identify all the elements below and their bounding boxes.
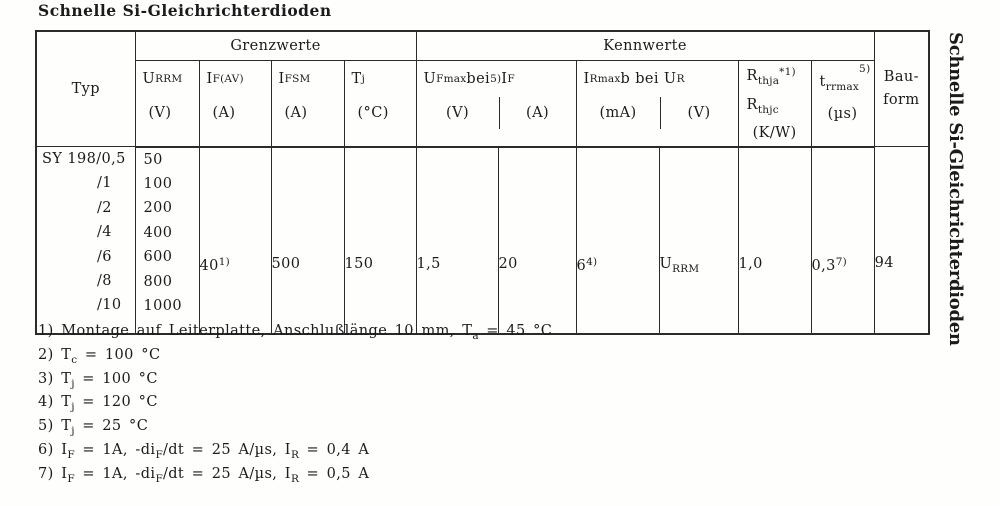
bauform-value-cell (874, 147, 929, 334)
urrm-value-0: 50 (143, 151, 163, 168)
ufmax-value: 1,5 (416, 255, 441, 272)
rth-value-cell (738, 147, 811, 334)
unit-ur-v: (V) (660, 97, 738, 129)
ur-value-cell (659, 147, 738, 334)
ifav-value: 40$^{1)}$ (199, 255, 230, 274)
unit-ifav: (A) (212, 105, 236, 121)
urrm-value-1: 100 (143, 175, 173, 192)
footnote-6: 6) $I_F = 1A$, $-di_F/dt = 25$ A/µs, $I_R = 0,4$ A (38, 441, 370, 461)
footnote-3: 3) $T_j = 100$ °C (38, 370, 158, 390)
symbol-rthja: $R_{thja}^{*1)}$ (746, 66, 796, 87)
symbol-urrm: U RRM (142, 71, 183, 87)
table-body-row (36, 147, 929, 334)
trr-value: 0,3$^{7)}$ (811, 255, 847, 274)
column-header-tj (344, 61, 416, 147)
ufmax-value-cell (416, 147, 498, 334)
bauform-value: 94 (874, 255, 894, 271)
footnote-5: 5) $T_j = 25$ °C (38, 418, 149, 438)
unit-rth: (K/W) (752, 125, 797, 141)
symbol-ufmax: U Fmax bei 5) I F (423, 71, 515, 87)
ifsm-value: 500 (271, 255, 301, 272)
urrm-value-6: 1000 (143, 297, 183, 314)
header-kennwerte: Kennwerte (416, 31, 874, 61)
trr-footnote-marker: 5) (859, 63, 871, 75)
column-header-ufmax (416, 61, 576, 147)
symbol-ifav: I F(AV) (206, 71, 244, 87)
urrm-value-4: 600 (143, 249, 173, 266)
bauform-line-2: form (883, 92, 920, 108)
symbol-trr: $t_{rrmax}$ (819, 74, 859, 93)
if-value-cell (498, 147, 576, 334)
trr-value-cell (811, 147, 874, 334)
symbol-irmax: I Rmax b bei U R (583, 71, 685, 87)
vertical-side-title: Schnelle Si-Gleichrichterdioden (945, 32, 966, 346)
irmax-value: 6$^{4)}$ (576, 255, 598, 274)
footnotes (38, 321, 552, 488)
type-row-1: /1 (97, 175, 112, 192)
column-header-rth (738, 61, 811, 147)
footnote-2: 2) $T_c = 100$ °C (38, 346, 161, 366)
tj-value: 150 (344, 255, 374, 272)
bauform-line-1: Bau- (883, 69, 919, 85)
type-row-3: /4 (97, 224, 112, 241)
ur-value: $U_{RRM}$ (659, 255, 700, 275)
urrm-value-2: 200 (143, 200, 173, 217)
type-row-6: /10 (97, 297, 122, 314)
unit-tj: (°C) (357, 105, 389, 121)
spec-table (35, 30, 930, 335)
symbol-ifsm: I FSM (278, 71, 311, 87)
column-header-urrm (135, 61, 199, 147)
rth-value: 1,0 (738, 255, 763, 272)
unit-if-a: (A) (499, 97, 576, 129)
ifsm-value-cell (271, 147, 344, 334)
footnote-1: 1) Montage auf Leiterplatte, Anschlußlänge 10 mm, $T_a = 45$ °C (38, 323, 553, 342)
type-row-4: /6 (97, 248, 112, 265)
ifav-value-cell (199, 147, 271, 334)
unit-urrm: (V) (148, 105, 172, 121)
column-header-irmax (576, 61, 738, 147)
if-value: 20 (498, 255, 518, 272)
unit-irmax-ma: (mA) (599, 105, 637, 121)
irmax-value-cell (576, 147, 659, 334)
unit-ifsm: (A) (284, 105, 308, 121)
symbol-rthjc: $R_{thjc}$ (746, 96, 779, 116)
header-bauform (874, 31, 929, 147)
header-grenzwerte: Grenzwerte (135, 31, 416, 61)
header-typ: Typ (36, 31, 135, 147)
footnote-4: 4) $T_j = 120$ °C (38, 394, 158, 414)
header-group-row (36, 31, 929, 61)
urrm-value-5: 800 (143, 273, 173, 290)
header-symbol-row (36, 61, 929, 147)
page-title: Schnelle Si-Gleichrichterdioden (38, 1, 332, 20)
symbol-tj: T j (351, 71, 366, 87)
type-row-2: /2 (97, 199, 112, 216)
type-row-5: /8 (97, 273, 112, 290)
type-column (36, 147, 135, 334)
column-header-ifsm (271, 61, 344, 147)
unit-ufmax-v: (V) (446, 105, 470, 121)
column-header-ifav (199, 61, 271, 147)
footnote-7: 7) $I_F = 1A$, $-di_F/dt = 25$ A/µs, $I_R = 0,5$ A (38, 465, 370, 485)
urrm-column (135, 147, 199, 334)
unit-trr: (µs) (827, 106, 858, 122)
type-row-0: SY 198/0,5 (42, 151, 126, 167)
urrm-value-3: 400 (143, 224, 173, 241)
tj-value-cell (344, 147, 416, 334)
column-header-trr (811, 61, 874, 147)
